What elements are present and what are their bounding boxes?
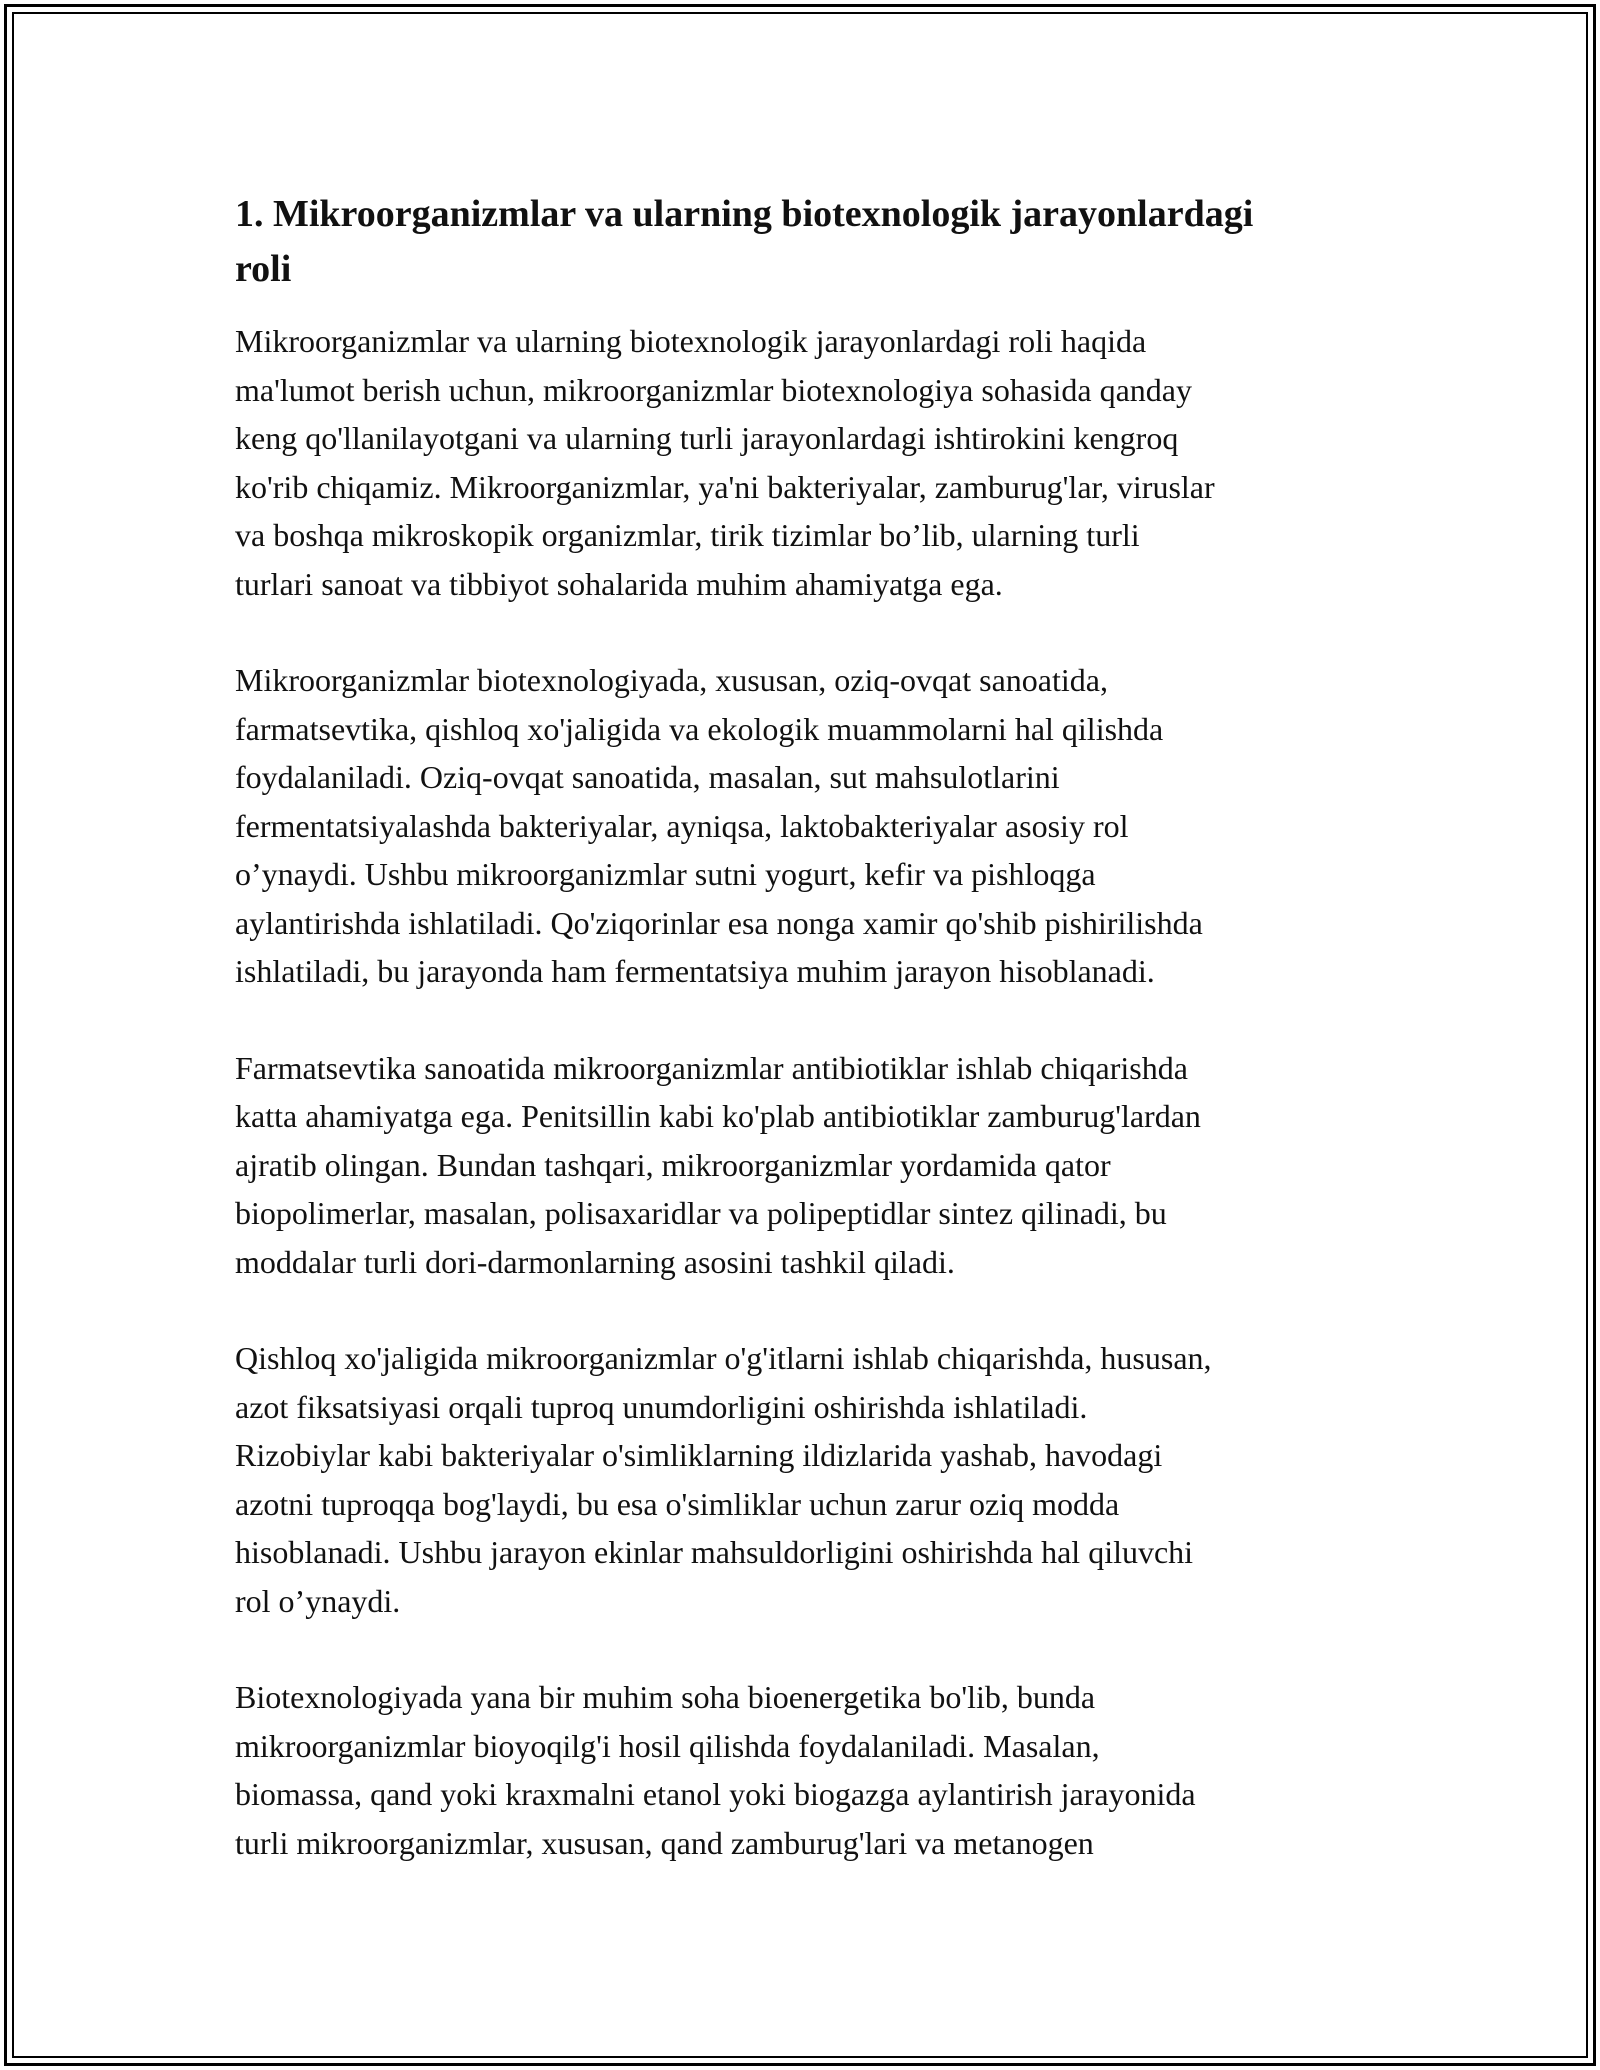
text-line: azotni tuproqqa bog'laydi, bu esa o'simliklar uchun zarur oziq modda <box>235 1485 1120 1522</box>
text-line: ajratib olingan. Bundan tashqari, mikroorganizmlar yordamida qator <box>235 1146 1111 1183</box>
text-line: hisoblanadi. Ushbu jarayon ekinlar mahsuldorligini oshirishda hal qiluvchi <box>235 1534 1194 1570</box>
document-body <box>235 187 1370 1915</box>
text-line: Mikroorganizmlar va ularning biotexnologik jarayonlardagi roli haqida <box>235 323 1147 359</box>
text-line: mikroorganizmlar bioyoqilg'i hosil qilishda foydalaniladi. Masalan, <box>235 1727 1100 1764</box>
text-line: azot fiksatsiyasi orqali tuproq unumdorligini oshirishda ishlatiladi. <box>235 1388 1088 1425</box>
paragraph-food-industry <box>235 656 1370 996</box>
text-line: o’ynaydi. Ushbu mikroorganizmlar sutni yogurt, kefir va pishloqga <box>235 856 1096 892</box>
heading-line: 1. Mikroorganizmlar va ularning biotexnologik jarayonlardagi <box>235 193 1254 235</box>
text-line: ma'lumot berish uchun, mikroorganizmlar biotexnologiya sohasida qanday <box>235 371 1192 408</box>
paragraph-bioenergy <box>235 1673 1370 1867</box>
text-line: ko'rib chiqamiz. Mikroorganizmlar, ya'ni bakteriyalar, zamburug'lar, viruslar <box>235 468 1215 505</box>
text-line: biopolimerlar, masalan, polisaxaridlar va polipeptidlar sintez qilinadi, bu <box>235 1195 1167 1231</box>
text-line: biomassa, qand yoki kraxmalni etanol yoki biogazga aylantirish jarayonida <box>235 1776 1196 1812</box>
text-line: farmatsevtika, qishloq xo'jaligida va ekologik muammolarni hal qilishda <box>235 710 1164 747</box>
text-line: ishlatiladi, bu jarayonda ham fermentatsiya muhim jarayon hisoblanadi. <box>235 953 1155 989</box>
text-line: Qishloq xo'jaligida mikroorganizmlar o'g'itlarni ishlab chiqarishda, hususan, <box>235 1340 1212 1376</box>
text-line: Biotexnologiyada yana bir muhim soha bioenergetika bo'lib, bunda <box>235 1679 1096 1715</box>
section-heading <box>235 187 1370 297</box>
paragraph-intro <box>235 317 1370 608</box>
paragraph-agriculture <box>235 1334 1370 1625</box>
text-line: aylantirishda ishlatiladi. Qo'ziqorinlar esa nonga xamir qo'shib pishirilishda <box>235 904 1203 941</box>
heading-line: roli <box>235 248 292 290</box>
paragraph-pharmaceutics <box>235 1044 1370 1287</box>
text-line: Rizobiylar kabi bakteriyalar o'simliklarning ildizlarida yashab, havodagi <box>235 1437 1163 1473</box>
text-line: foydalaniladi. Oziq-ovqat sanoatida, masalan, sut mahsulotlarini <box>235 759 1060 795</box>
text-line: fermentatsiyalashda bakteriyalar, ayniqsa, laktobakteriyalar asosiy rol <box>235 807 1129 844</box>
text-line: turli mikroorganizmlar, xususan, qand zamburug'lari va metanogen <box>235 1824 1094 1861</box>
text-line: rol o’ynaydi. <box>235 1582 401 1619</box>
text-line: keng qo'llanilayotgani va ularning turli jarayonlardagi ishtirokini kengroq <box>235 420 1179 456</box>
text-line: katta ahamiyatga ega. Penitsillin kabi ko'plab antibiotiklar zamburug'lardan <box>235 1098 1201 1134</box>
text-line: Mikroorganizmlar biotexnologiyada, xususan, oziq-ovqat sanoatida, <box>235 662 1108 698</box>
text-line: moddalar turli dori-darmonlarning asosini tashkil qiladi. <box>235 1243 955 1280</box>
text-line: Farmatsevtika sanoatida mikroorganizmlar antibiotiklar ishlab chiqarishda <box>235 1049 1188 1086</box>
text-line: turlari sanoat va tibbiyot sohalarida muhim ahamiyatga ega. <box>235 565 1003 602</box>
text-line: va boshqa mikroskopik organizmlar, tirik tizimlar bo’lib, ularning turli <box>235 517 1140 553</box>
